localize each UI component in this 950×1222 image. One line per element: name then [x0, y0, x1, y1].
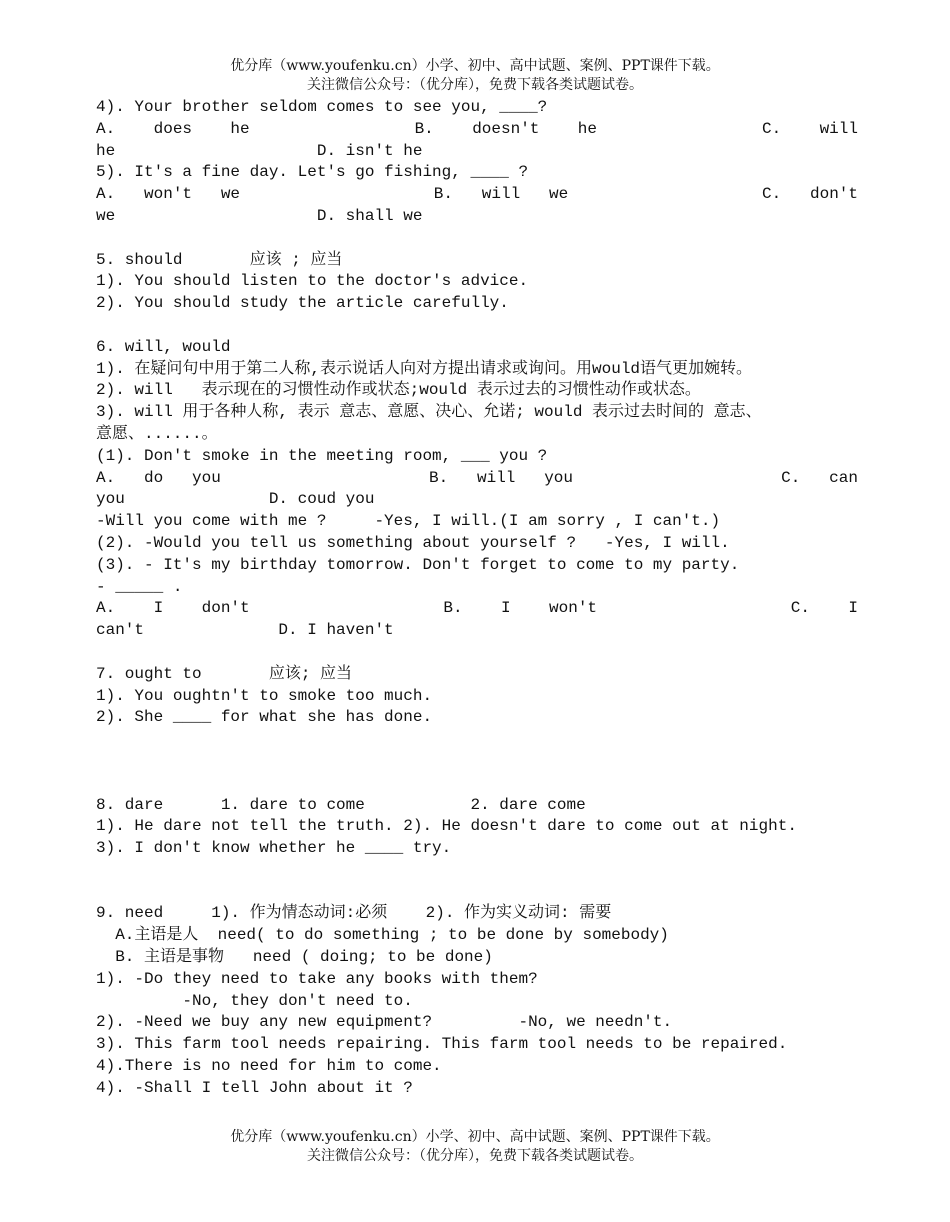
option-c: C. don't [761, 185, 858, 204]
section-9-title: 9. need 1). 作为情态动词:必须 2). 作为实义动词: 需要 [96, 904, 612, 923]
question-5: 5). It's a fine day. Let's go fishing, ____ ? [96, 163, 529, 182]
question-5-options-wrap: we D. shall we [96, 206, 423, 225]
example-line: 3). This farm tool needs repairing. This farm tool needs to be repaired. [96, 1035, 788, 1054]
example-line: 2). -Need we buy any new equipment? -No, we needn't. [96, 1013, 673, 1032]
example-line: -No, they don't need to. [96, 991, 413, 1010]
usage-a: A.主语是人 need( to do something ; to be done by somebody) [96, 926, 669, 945]
question-1-options-wrap: you D. coud you [96, 490, 375, 509]
option-a: A. does he [96, 119, 250, 138]
options-row-cd [96, 751, 858, 773]
question-5-options [96, 184, 858, 206]
rule-line: 1). 在疑问句中用于第二人称,表示说话人向对方提出请求或询问。用would语气更加婉转。 [96, 359, 753, 378]
option-b: B. I won't [443, 599, 598, 618]
question-3-blank: - _____ . [96, 577, 183, 596]
question-4-options [96, 119, 858, 141]
example-line: 1). You oughtn't to smoke too much. [96, 686, 433, 705]
footer-line-2: 关注微信公众号：（优分库），免费下载各类试题试卷。 [307, 1148, 643, 1164]
section-6-title: 6. will, would [96, 337, 231, 356]
option-a: A. I don't [96, 599, 250, 618]
header-line-2: 关注微信公众号：（优分库），免费下载各类试题试卷。 [307, 77, 643, 93]
question-1-options [96, 468, 858, 490]
question-3: (3). - It's my birthday tomorrow. Don't forget to come to my party. [96, 555, 740, 574]
option-b: B. will we [433, 185, 569, 204]
option-c: C. can [781, 468, 858, 487]
example-line: 4). -Shall I tell John about it ? [96, 1078, 413, 1097]
usage-b: B. 主语是事物 need ( doing; to be done) [96, 948, 493, 967]
question-2: (2). -Would you tell us something about yourself ? -Yes, I will. [96, 533, 730, 552]
header-line-1: 优分库（www.youfenku.cn）小学、初中、高中试题、案例、PPT课件下载。 [230, 58, 720, 74]
footer-line-1: 优分库（www.youfenku.cn）小学、初中、高中试题、案例、PPT课件下载。 [230, 1129, 720, 1145]
option-b: B. will you [428, 468, 574, 487]
option-a: A. do you [96, 468, 221, 487]
section-7-title: 7. ought to 应该; 应当 [96, 664, 353, 683]
options-row-ab [96, 729, 858, 751]
rule-line: 3). will 用于各种人称, 表示 意志、意愿、决心、允诺; would 表示过去时间的 意志、 [96, 403, 762, 422]
question-line: 2). She ____ for what she has done. [96, 708, 433, 727]
example-line: 1). You should listen to the doctor's advice. [96, 272, 529, 291]
page-header [0, 57, 950, 95]
section-8-title: 8. dare 1. dare to come 2. dare come [96, 795, 586, 814]
option-c: C. I [790, 599, 858, 618]
option-b: B. doesn't he [414, 119, 598, 138]
example-line: 4).There is no need for him to come. [96, 1057, 442, 1076]
question-line: 3). I don't know whether he ____ try. [96, 839, 452, 858]
question-1: (1). Don't smoke in the meeting room, ___ you ? [96, 446, 548, 465]
question-4-options-wrap: he D. isn't he [96, 141, 423, 160]
dialogue-line: -Will you come with me ? -Yes, I will.(I am sorry , I can't.) [96, 512, 721, 531]
question-3-options [96, 598, 858, 620]
rule-line-wrap: 意愿、......。 [96, 424, 218, 443]
options-row [96, 860, 858, 882]
question-4: 4). Your brother seldom comes to see you, ____? [96, 98, 548, 116]
option-a: A. won't we [96, 185, 241, 204]
option-c: C. will [761, 119, 858, 138]
section-5-title: 5. should 应该 ; 应当 [96, 250, 343, 269]
example-line: 1). He dare not tell the truth. 2). He doesn't dare to come out at night. [96, 817, 797, 836]
document-body [96, 97, 858, 1100]
page-footer [0, 1128, 950, 1166]
example-line: 2). You should study the article carefully. [96, 294, 509, 313]
question-3-options-wrap: can't D. I haven't [96, 621, 394, 640]
example-line: 1). -Do they need to take any books with them? [96, 969, 538, 988]
rule-line: 2). will 表示现在的习惯性动作或状态;would 表示过去的习惯性动作或状态。 [96, 381, 701, 400]
